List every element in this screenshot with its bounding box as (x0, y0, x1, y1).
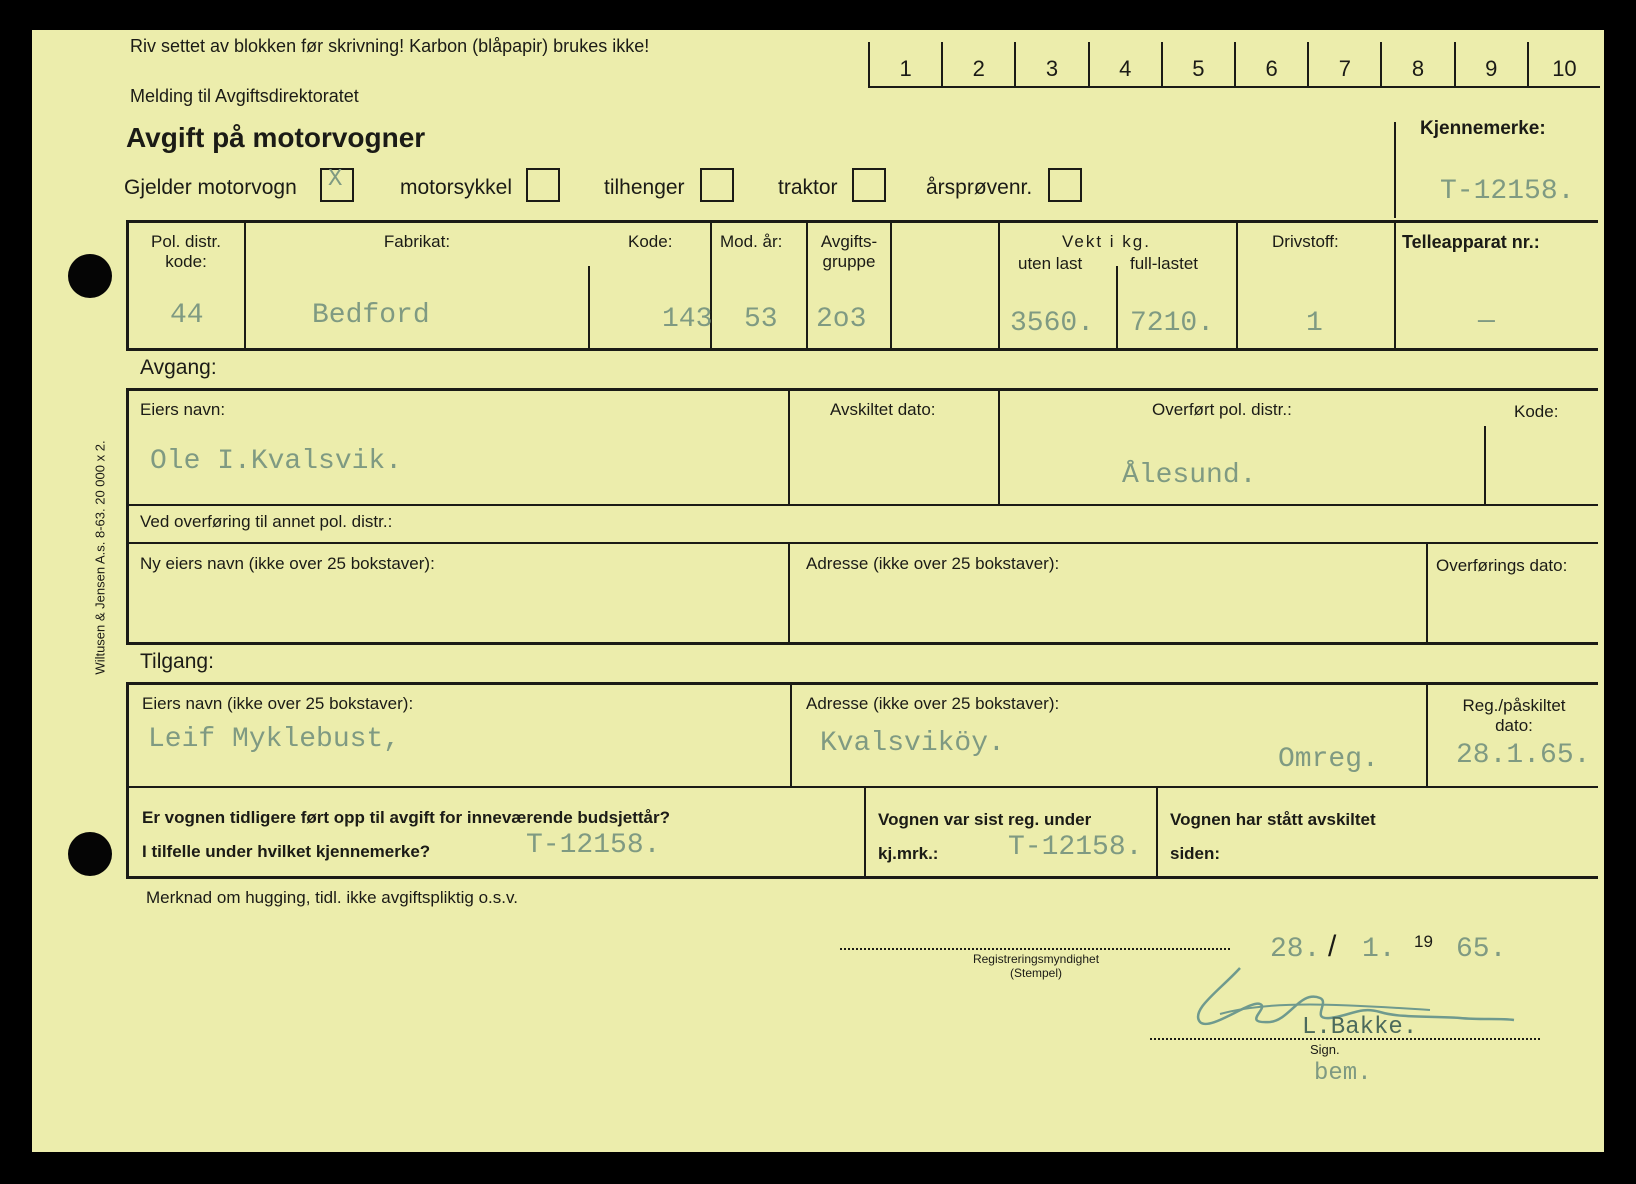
avgang-mid-line (126, 504, 1598, 506)
col-divider (998, 222, 1000, 348)
question-line-1: Er vognen tidligere ført opp til avgift for inneværende budsjettår? (142, 808, 670, 827)
kjennemerke-divider (1394, 122, 1396, 218)
avskiltet-siden-label-2: siden: (1170, 844, 1221, 863)
tilgang-top (126, 682, 1598, 685)
pol-distr-label-line1: Pol. distr. (151, 232, 221, 251)
avgang-adresse-label: Adresse (ikke over 25 bokstaver): (806, 554, 1060, 573)
bem-value: bem. (1314, 1060, 1372, 1087)
col-divider (588, 266, 590, 348)
tilgang-bottom (126, 876, 1598, 879)
mod-ar-label: Mod. år: (720, 232, 783, 251)
sign-line (1150, 1038, 1540, 1040)
tilgang-label: Tilgang: (140, 650, 214, 673)
reg-dato-value: 28.1.65. (1456, 740, 1591, 771)
col-divider (790, 684, 792, 786)
tilgang-left (126, 682, 129, 878)
number-cell: 8 (1380, 42, 1453, 86)
pol-distr-label-line2: kode: (165, 252, 207, 271)
overfort-value: Ålesund. (1122, 460, 1257, 491)
drivstoff-label: Drivstoff: (1272, 232, 1339, 251)
kjennemerke-label: Kjennemerke: (1420, 118, 1546, 139)
avskiltet-siden-label-1: Vognen har stått avskiltet (1170, 810, 1376, 829)
col-divider (998, 390, 1000, 504)
kjennemerke-value: T-12158. (1440, 176, 1575, 207)
number-cell: 5 (1161, 42, 1234, 86)
checkbox-motorsykkel[interactable] (526, 168, 560, 202)
punch-hole-bottom (68, 832, 112, 876)
label-traktor: traktor (778, 176, 838, 199)
merknad-label: Merknad om hugging, tidl. ikke avgiftspliktig o.s.v. (146, 888, 518, 907)
punch-hole-top (68, 254, 112, 298)
col-divider (1484, 426, 1486, 504)
number-cell: 2 (941, 42, 1014, 86)
avgiftsgruppe-value: 2o3 (816, 304, 867, 335)
label-tilhenger: tilhenger (604, 176, 685, 199)
registration-card (32, 30, 1604, 1152)
overfort-label: Overført pol. distr.: (1152, 400, 1292, 419)
registering-label (936, 952, 1136, 980)
sign-label: Sign. (1310, 1042, 1340, 1057)
uten-last-label: uten last (1018, 254, 1083, 273)
uten-last-value: 3560. (1010, 308, 1095, 339)
number-cell: 3 (1014, 42, 1087, 86)
number-cell: 6 (1234, 42, 1307, 86)
col-divider (1236, 222, 1238, 348)
instruction-text: Riv settet av blokken før skrivning! Karbon (blåpapir) brukes ikke! (130, 36, 650, 56)
date-day: 28. (1270, 934, 1321, 965)
stamp-line (840, 948, 1230, 950)
registering-label-line2: (Stempel) (1009, 966, 1062, 980)
form-title: Avgift på motorvogner (126, 122, 426, 153)
checkbox-tilhenger[interactable] (700, 168, 734, 202)
avgiftsgruppe-label-line2: gruppe (822, 252, 876, 271)
kode-value: 143 (662, 304, 713, 335)
mod-ar-value: 53 (744, 304, 778, 335)
checkbox-motorvogn[interactable] (320, 168, 354, 202)
signature-name: L.Bakke. (1302, 1014, 1418, 1041)
avgang-bottom (126, 642, 1598, 645)
avgang-label: Avgang: (140, 356, 217, 379)
kode-label: Kode: (628, 232, 673, 251)
col-divider (1426, 684, 1428, 786)
printer-note: Wiltusen & Jensen A.s. 8-63. 20 000 x 2. (92, 440, 108, 675)
col-divider (788, 390, 790, 504)
tilgang-mid-line (126, 786, 1598, 788)
vehicle-table-bottom (126, 348, 1598, 351)
fabrikat-label: Fabrikat: (383, 232, 451, 251)
checkbox-motorvogn-mark: X (328, 166, 343, 193)
full-lastet-label: full-lastet (1130, 254, 1199, 273)
number-cell: 1 (868, 42, 941, 86)
col-divider (1156, 788, 1158, 876)
recipient-text: Melding til Avgiftsdirektoratet (130, 86, 359, 106)
reg-dato-label-line1: Reg./påskiltet (1462, 696, 1566, 715)
number-cell: 7 (1307, 42, 1380, 86)
col-divider (1116, 266, 1118, 348)
tilgang-eiers-navn-label: Eiers navn (ikke over 25 bokstaver): (142, 694, 414, 713)
number-cell: 10 (1527, 42, 1600, 86)
tilgang-adresse-value: Kvalsviköy. (820, 728, 1005, 759)
checkbox-traktor[interactable] (852, 168, 886, 202)
date-century: 19 (1414, 932, 1433, 951)
tilgang-adresse-label: Adresse (ikke over 25 bokstaver): (806, 694, 1060, 713)
label-arsprovenr: årsprøvenr. (926, 176, 1033, 199)
label-motorsykkel: motorsykkel (400, 176, 513, 199)
sist-reg-value: T-12158. (1008, 832, 1143, 863)
ved-overforing-label: Ved overføring til annet pol. distr.: (140, 512, 393, 531)
date-year: 65. (1456, 934, 1507, 965)
number-row (868, 42, 1600, 88)
registering-label-line1: Registreringsmyndighet (972, 952, 1100, 966)
ny-eier-label: Ny eiers navn (ikke over 25 bokstaver): (140, 554, 435, 573)
drivstoff-value: 1 (1306, 308, 1323, 339)
avgang-mid-line-2 (126, 542, 1598, 544)
vehicle-table-top (126, 220, 1598, 223)
sist-reg-label-1: Vognen var sist reg. under (878, 810, 1092, 829)
date-slash: / (1328, 930, 1337, 963)
telleapparat-label: Telleapparat nr.: (1402, 232, 1540, 252)
reg-dato-label (1430, 696, 1598, 736)
date-month: 1. (1362, 934, 1396, 965)
avgiftsgruppe-label (808, 232, 890, 272)
question-line-2: I tilfelle under hvilket kjennemerke? (142, 842, 431, 861)
telleapparat-value: — (1478, 306, 1495, 337)
vekt-label: Vekt i kg. (1062, 232, 1151, 251)
label-motorvogn: Gjelder motorvogn (124, 176, 297, 199)
fabrikat-value: Bedford (312, 300, 430, 331)
tilgang-eiers-navn-value: Leif Myklebust, (148, 724, 401, 755)
avgang-kode-label: Kode: (1514, 402, 1559, 421)
avgang-left (126, 388, 129, 644)
sist-reg-label-2: kj.mrk.: (878, 844, 939, 863)
avskiltet-dato-label: Avskiltet dato: (830, 400, 936, 419)
checkbox-arsprovenr[interactable] (1048, 168, 1082, 202)
pol-distr-value: 44 (170, 300, 204, 331)
avgiftsgruppe-label-line1: Avgifts- (820, 232, 878, 251)
number-cell: 4 (1088, 42, 1161, 86)
col-divider (1426, 544, 1428, 642)
overforings-dato-label: Overførings dato: (1436, 556, 1568, 575)
col-divider (890, 222, 892, 348)
pol-distr-label (130, 232, 242, 272)
col-divider (1394, 222, 1396, 348)
number-cell: 9 (1454, 42, 1527, 86)
avgang-eiers-navn-label: Eiers navn: (140, 400, 226, 419)
omreg-value: Omreg. (1278, 744, 1379, 775)
full-lastet-value: 7210. (1130, 308, 1215, 339)
reg-dato-label-line2: dato: (1495, 716, 1533, 735)
avgang-eiers-navn-value: Ole I.Kvalsvik. (150, 446, 403, 477)
vehicle-table-left (126, 220, 129, 351)
col-divider (864, 788, 866, 876)
question-value: T-12158. (526, 830, 661, 861)
avgang-top (126, 388, 1598, 391)
col-divider (788, 544, 790, 642)
